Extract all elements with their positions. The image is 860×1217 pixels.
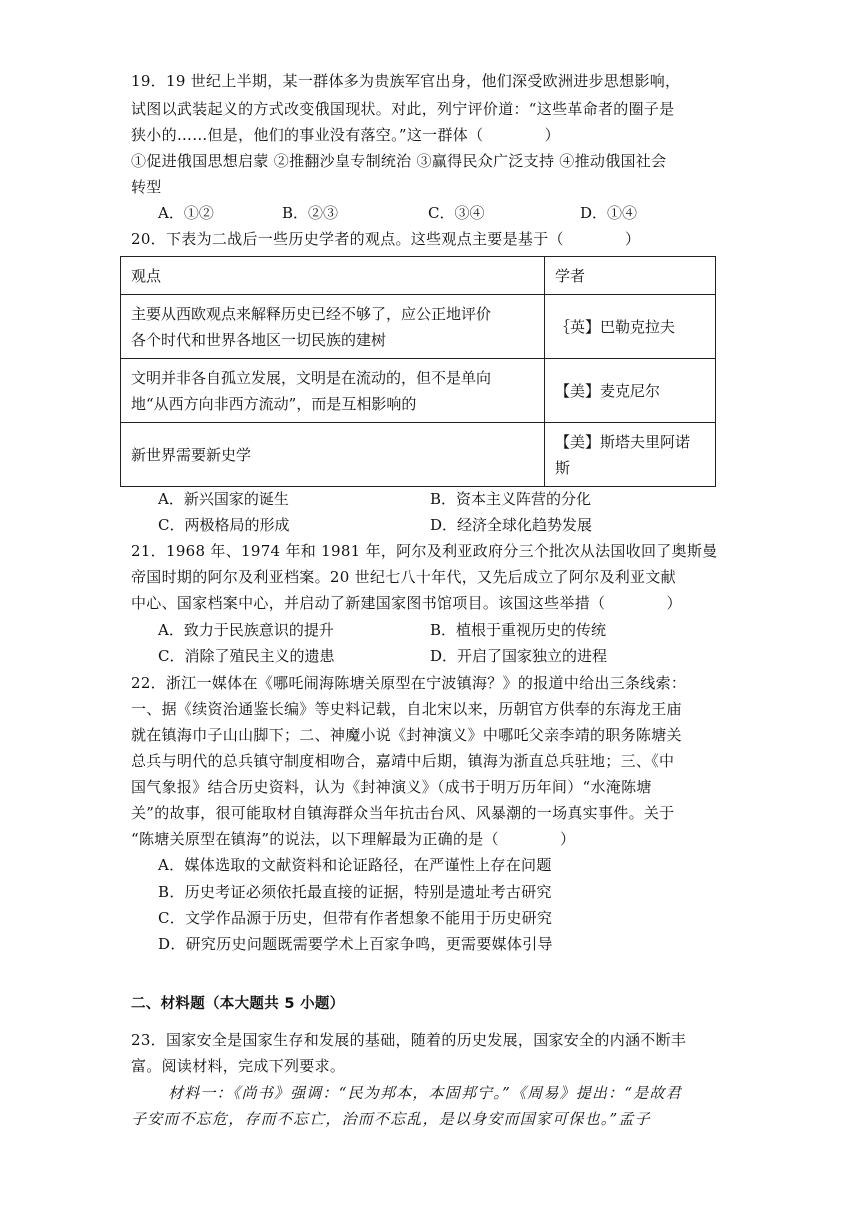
q21-options-row-1 (158, 617, 758, 643)
q22-option-a[interactable]: A．媒体选取的文献资料和论证路径，在严谨性上存在问题 (158, 856, 552, 874)
q23-line: 23．国家安全是国家生存和发展的基础，随着的历史发展，国家安全的内涵不断丰 (131, 1031, 687, 1049)
table-row (121, 423, 716, 487)
table-header-view: 观点 (121, 257, 545, 295)
q21-line: 中心、国家档案中心，并启动了新建国家图书馆项目。该国这些举措（ ） (131, 594, 682, 612)
q20-option-b[interactable]: B．资本主义阵营的分化 (430, 490, 592, 508)
table-row (121, 295, 716, 359)
q20-option-d[interactable]: D．经济全球化趋势发展 (430, 516, 593, 534)
q21-option-c[interactable]: C．消除了殖民主义的遗患 (158, 647, 335, 665)
q19-line: 19．19 世纪上半期，某一群体多为贵族军官出身，他们深受欧洲进步思想影响， (131, 72, 681, 90)
table-cell-view: 新世界需要新史学 (121, 423, 545, 487)
q22-line: 关”的故事，很可能取材自镇海群众当年抗击台风、风暴潮的一场真实事件。关于 (131, 804, 675, 822)
cell-line: 文明并非各自孤立发展，文明是在流动的，但不是单向 (131, 368, 492, 387)
q21-line: 21．1968 年、1974 年和 1981 年，阿尔及利亚政府分三个批次从法国收回了奥斯曼 (131, 542, 718, 560)
section-heading: 二、材料题（本大题共 5 小题） (131, 996, 345, 1012)
scholar-views-table (120, 256, 716, 487)
q22-option-c[interactable]: C．文学作品源于历史，但带有作者想象不能用于历史研究 (158, 909, 553, 927)
cell-line: 主要从西欧观点来解释历史已经不够了，应公正地评价 (131, 304, 492, 323)
q21-option-b[interactable]: B．植根于重视历史的传统 (430, 621, 607, 639)
q21-options-row-2 (158, 643, 758, 669)
q23-material-line: 子安而不忘危，存而不忘亡，治而不忘乱，是以身安而国家可保也。”孟子 (131, 1110, 651, 1128)
q19-option-d[interactable]: D．①④ (580, 204, 638, 222)
q19-option-b[interactable]: B．②③ (282, 204, 339, 222)
q19-line: 试图以武装起义的方式改变俄国现状。对此，列宁评价道：“这些革命者的圈子是 (131, 100, 675, 118)
table-cell-scholar: 【美】麦克尼尔 (545, 359, 716, 423)
q21-line: 帝国时期的阿尔及利亚档案。20 世纪七八十年代，又先后成立了阿尔及利亚文献 (131, 568, 676, 586)
table-cell-view (121, 359, 545, 423)
q22-option-b[interactable]: B．历史考证必须依托最直接的证据，特别是遗址考古研究 (158, 883, 552, 901)
q22-line: 总兵与明代的总兵镇守制度相吻合，嘉靖中后期，镇海为浙直总兵驻地；三、《中 (131, 752, 675, 770)
cell-line: 各个时代和世界各地区一切民族的建树 (131, 330, 387, 349)
q22-option-d[interactable]: D．研究历史问题既需要学术上百家争鸣，更需要媒体引导 (158, 935, 553, 953)
q20-options-row-2 (158, 512, 758, 538)
q22-line: “陈塘关原型在镇海”的说法，以下理解最为正确的是（ ） (131, 830, 576, 848)
cell-line: 【美】斯塔夫里阿诺 (555, 432, 691, 451)
q20-options-row-1 (158, 486, 758, 512)
q19-options (158, 200, 758, 226)
q19-option-a[interactable]: A．①② (158, 204, 214, 222)
q22-line: 就在镇海巾子山山脚下；二、神魔小说《封神演义》中哪吒父亲李靖的职务陈塘关 (131, 726, 682, 744)
q21-option-d[interactable]: D．开启了国家独立的进程 (430, 647, 608, 665)
table-header-row (121, 257, 716, 295)
cell-line: 斯 (555, 458, 571, 477)
q22-line: 一、据《续资治通鉴长编》等史料记载，自北宋以来，历朝官方供奉的东海龙王庙 (131, 700, 682, 718)
table-header-scholar: 学者 (545, 257, 716, 295)
q22-line: 22．浙江一媒体在《哪吒闹海陈塘关原型在宁波镇海？》的报道中给出三条线索： (131, 674, 687, 692)
table-row (121, 359, 716, 423)
q20-option-a[interactable]: A．新兴国家的诞生 (158, 490, 289, 508)
table-cell-view (121, 295, 545, 359)
table-cell-scholar (545, 423, 716, 487)
q19-line: 狭小的……但是，他们的事业没有落空。”这一群体（ ） (131, 126, 560, 144)
table-cell-scholar: ｛英】巴勒克拉夫 (545, 295, 716, 359)
q20-stem: 20．下表为二战后一些历史学者的观点。这些观点主要是基于（ ） (131, 230, 641, 248)
q23-line: 富。阅读材料，完成下列要求。 (131, 1057, 346, 1075)
q21-option-a[interactable]: A．致力于民族意识的提升 (158, 621, 334, 639)
q19-line: ①促进俄国思想启蒙 ②推翻沙皇专制统治 ③赢得民众广泛支持 ④推动俄国社会 (131, 152, 667, 170)
cell-line: 地“从西方向非西方流动”，而是互相影响的 (131, 394, 417, 413)
q23-material-line: 材料一：《尚书》强调：“民为邦本，本固邦宁。”《周易》提出：“是故君 (168, 1084, 682, 1102)
q19-option-c[interactable]: C．③④ (428, 204, 485, 222)
q22-line: 国气象报》结合历史资料，认为《封神演义》（成书于明万历年间）“水淹陈塘 (131, 778, 652, 796)
q19-line: 转型 (131, 178, 162, 196)
q20-option-c[interactable]: C．两极格局的形成 (158, 516, 290, 534)
